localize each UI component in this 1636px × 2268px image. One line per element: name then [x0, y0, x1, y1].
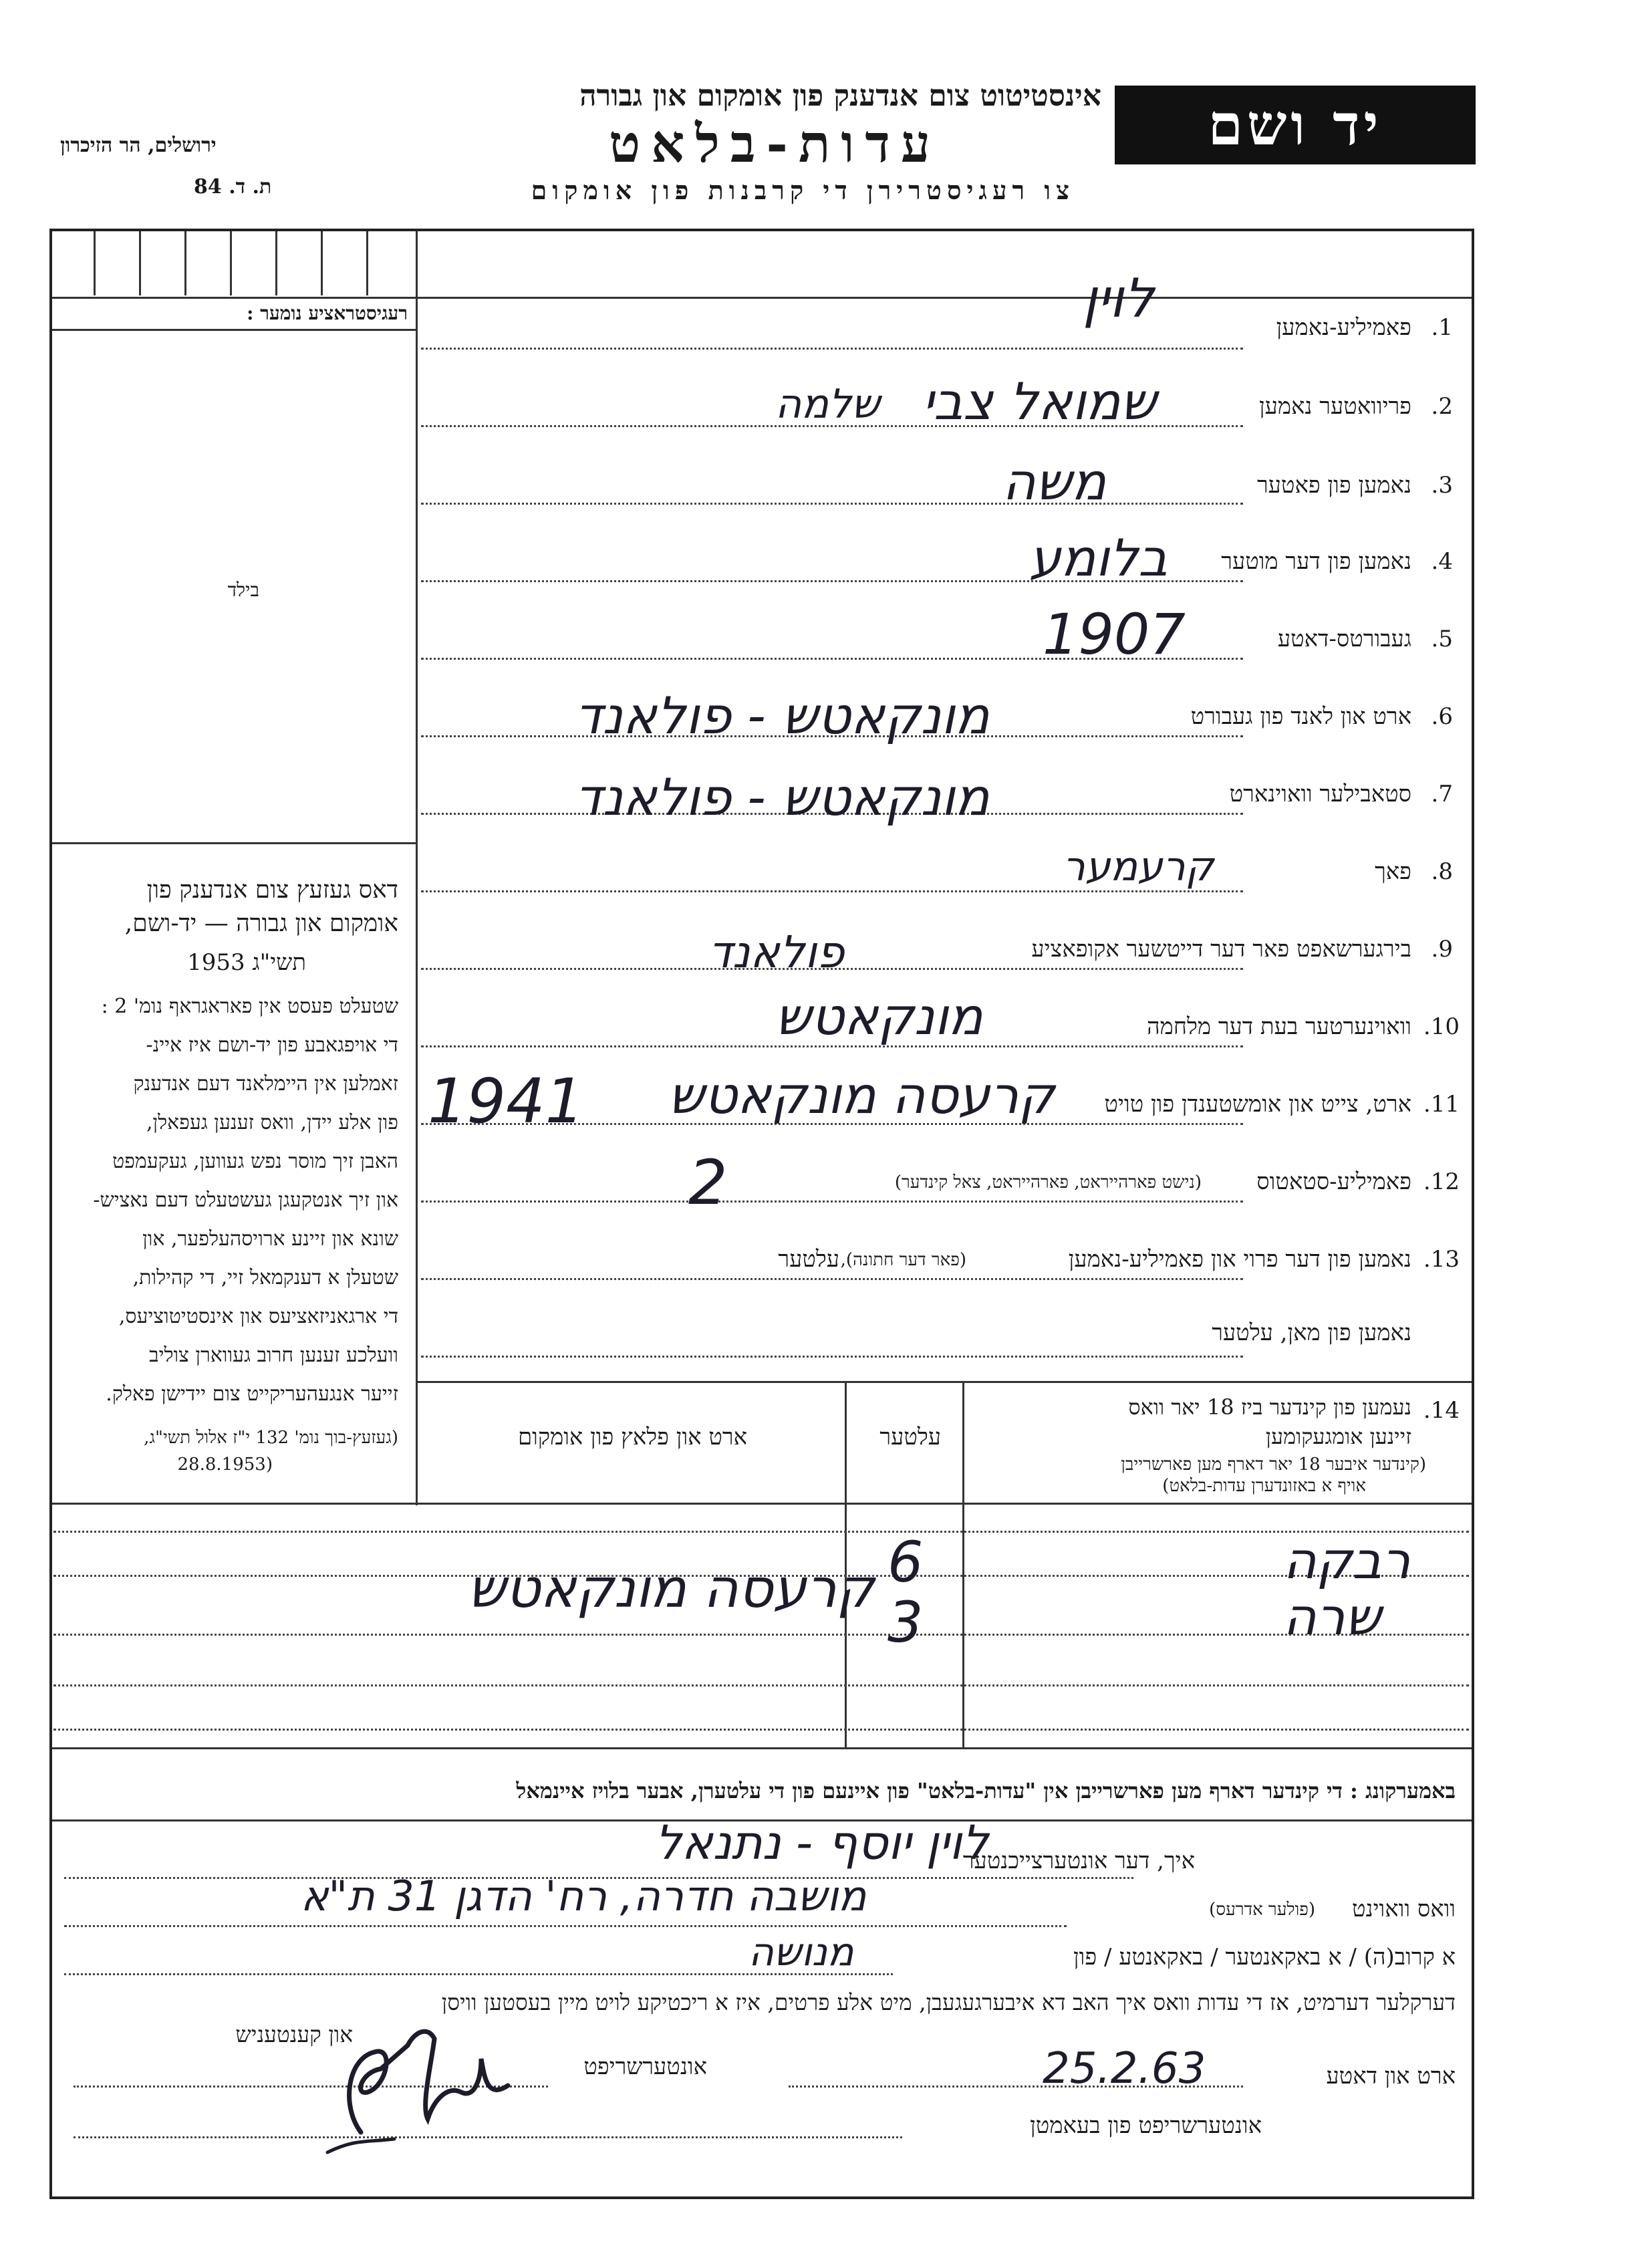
law-text-line: פון אלע יידן, וואס זענען געפאלן,	[146, 1111, 398, 1134]
children-place-header: ארט און פלאץ פון אומקום	[517, 1424, 747, 1451]
children-table-header-bottom	[52, 1503, 1472, 1505]
field-12-value: 2	[688, 1147, 728, 1219]
po-box: ת. ד. 84	[194, 175, 272, 199]
photo-top-line	[52, 329, 417, 331]
institute-line: אינסטיטוט צום אנדענק פון אומקום און גבורה	[579, 79, 1101, 113]
law-text-line: שטעלן א דענקמאל זיי, די קהילות,	[132, 1266, 398, 1289]
date-value: 25.2.63	[1043, 2044, 1206, 2094]
registration-number-label: רעגיסטראציע נומער :	[247, 302, 408, 324]
field-7-label: סטאבילער וואוינארט	[1229, 781, 1411, 807]
child-1-age: 6	[888, 1529, 924, 1595]
law-text-line: וועלכע זענען חרוב געווארן צוליב	[149, 1344, 398, 1367]
field-line	[421, 890, 1243, 892]
child-2-name: שרה	[1283, 1587, 1381, 1646]
form-subtitle: צו רעגיסטרירן די קרבנות פון אומקום	[531, 175, 1075, 205]
field-2-value: שמואל צבי	[922, 372, 1157, 431]
signer-label: איך, דער אונטערצייכנטער	[962, 1848, 1195, 1874]
fields-top-line	[417, 297, 1472, 299]
field-2-label: פריוואטער נאמען	[1258, 393, 1411, 420]
official-signature-label: אונטערשריפט פון בעאמטן	[1030, 2112, 1262, 2139]
law-text-line: זאמלען אין היימלאנד דעם אנדענק	[133, 1072, 398, 1096]
law-text-line: די אויפגאבע פון יד-ושם איז איינ-	[146, 1033, 398, 1057]
address-location: ירושלים, הר הזיכרון	[60, 134, 217, 157]
field-1-value: לוין	[1083, 267, 1154, 330]
field-4-value: בלומע	[1029, 528, 1168, 588]
field-5-number: 5.	[1431, 626, 1453, 652]
law-text-line: אומקום און גבורה — יד-ושם,	[124, 910, 398, 937]
relation-value: מנושה	[748, 1929, 854, 1975]
field-11-value-year: 1941	[428, 1065, 585, 1137]
law-reference: (געזעץ-בוך נומ' 132 י"ז אלול תשי"ג,	[144, 1428, 398, 1448]
registration-underline	[52, 297, 417, 299]
field-13-label: נאמען פון דער פרוי און פאמיליע-נאמען	[1068, 1246, 1411, 1273]
children-row-line	[53, 1684, 1469, 1686]
child-2-age: 3	[888, 1590, 924, 1655]
field-9-label: בירגערשאפט פאר דער דייטשער אקופאציע	[1031, 936, 1411, 963]
field-11-value: קרעסה מונקאטש	[668, 1065, 1055, 1125]
signer-value: לוין יוסף - נתנאל	[655, 1815, 989, 1870]
field-9-value: פולאנד	[708, 926, 845, 978]
children-header-note1: (קינדער איבער 18 יאר דארף מען פארשרייבן	[1121, 1455, 1426, 1475]
law-text-line: זייער אנגעהעריקייט צום יידישן פאלק.	[106, 1382, 398, 1406]
photo-bottom-line	[52, 842, 417, 844]
field-13-note: (פאר דער חתונה),	[840, 1250, 966, 1270]
declaration-line	[64, 1925, 1067, 1927]
children-number: 14.	[1423, 1397, 1460, 1424]
address-label: וואס וואוינט	[1352, 1896, 1456, 1922]
signature-label: אונטערשריפט	[583, 2053, 707, 2080]
field-8-label: פאך	[1375, 858, 1411, 885]
children-header-line1: נעמען פון קינדער ביז 18 יאר וואס	[1128, 1394, 1411, 1420]
photo-label: בילד	[227, 579, 259, 601]
field-13-tail: עלטער	[778, 1246, 839, 1273]
field-8-value: קרעמער	[1063, 844, 1214, 890]
field-10-label: וואוינערטער בעת דער מלחמה	[1147, 1013, 1411, 1040]
field-4-label: נאמען פון דער מוטער	[1221, 548, 1411, 575]
field-7-value: מונקאטש - פולאנד	[575, 767, 990, 827]
children-table-top	[417, 1381, 1472, 1383]
field-8-number: 8.	[1431, 858, 1453, 885]
field-line	[421, 348, 1243, 350]
field-12-note: (נישט פארהייראט, פארהייראט, צאל קינדער)	[894, 1172, 1202, 1192]
form-title: עדות-בלאט	[609, 114, 941, 174]
children-row-line	[53, 1531, 1469, 1533]
yad-vashem-logo: יד ושם	[1115, 86, 1476, 164]
field-line	[421, 503, 1243, 505]
field-2-number: 2.	[1431, 393, 1453, 420]
children-row-line	[53, 1634, 1469, 1636]
field-6-value: מונקאטש - פולאנד	[575, 686, 990, 745]
relation-label: א קרוב(ה) / א באקאנטער / באקאנטע / פון	[1073, 1944, 1456, 1971]
field-3-label: נאמען פון פאטער	[1256, 472, 1411, 499]
statement-line-2: און קענטעניש	[235, 2021, 353, 2047]
field-line	[421, 1278, 1243, 1280]
children-row-line	[53, 1729, 1469, 1731]
children-col-divider-2	[962, 1381, 964, 1747]
field-1-label: פאמיליע-נאמען	[1276, 314, 1411, 341]
law-text-line: האבן זיך מוסר נפש געווען, געקעמפט	[112, 1150, 398, 1173]
field-7-number: 7.	[1431, 781, 1453, 807]
field-1-number: 1.	[1431, 314, 1453, 341]
law-text-line: דאס געזעץ צום אנדענק פון	[146, 876, 398, 904]
field-13-number: 13.	[1423, 1246, 1460, 1273]
child-1-name: רבקה	[1283, 1531, 1411, 1590]
remark-top-line	[52, 1747, 1472, 1749]
field-10-number: 10.	[1423, 1013, 1460, 1040]
left-column-divider	[416, 231, 418, 1505]
field-11-label: ארט, צייט און אומשטענדן פון טויט	[1104, 1091, 1411, 1118]
field-12-number: 12.	[1423, 1168, 1460, 1195]
remark-text: באמערקונג : די קינדער דארף מען פארשרייבן אין "עדות-בלאט" פון איינעם פון די עלטערן, אבער בלויז איינמאל	[516, 1778, 1456, 1803]
handwritten-signature	[314, 2005, 528, 2166]
law-text-line: שונא און זיינע ארויסהעלפער, און	[142, 1227, 398, 1251]
law-text-line: און זיך אנטקעגן געשטעלט דעם נאציש-	[93, 1188, 398, 1212]
statement-line-1: דערקלער דערמיט, אז די עדות וואס איך האב דא איבערגעגעבן, מיט אלע פרטים, איז א ריכטיקע לויט מיין בעסטען וויסן	[441, 1989, 1456, 2015]
field-11-number: 11.	[1423, 1091, 1460, 1118]
law-date: (28.8.1953	[177, 1455, 273, 1475]
address-note: (פולער אדרעס)	[1209, 1900, 1315, 1920]
field-5-value: 1907	[1043, 602, 1186, 667]
children-place-value: קרעסה מונקאטש	[468, 1557, 875, 1620]
children-header-note2: אויף א באזונדערן עדות-בלאט)	[1162, 1476, 1366, 1496]
field-10-value: מונקאטש	[775, 987, 983, 1046]
field-12-label: פאמיליע-סטאטוס	[1256, 1168, 1411, 1195]
field-6-label: ארט און לאנד פון געבורט	[1190, 703, 1411, 730]
field-husband-label: נאמען פון מאן, עלטער	[1212, 1319, 1411, 1346]
field-9-number: 9.	[1431, 936, 1453, 963]
field-5-label: געבורטס-דאטע	[1277, 626, 1411, 652]
field-line	[421, 1356, 1243, 1358]
law-text-line: תשי"ג 1953	[187, 949, 306, 976]
field-2-value-2: שלמה	[775, 381, 880, 428]
field-line	[421, 1201, 1243, 1203]
address-value: מושבה חדרה, רח' הדגן 31 ת"א	[301, 1872, 867, 1920]
law-text-line: די ארגאניזאציעס און אינסטיטוציעס,	[118, 1305, 398, 1328]
children-age-header: עלטער	[879, 1424, 941, 1451]
field-4-number: 4.	[1431, 548, 1453, 575]
field-6-number: 6.	[1431, 703, 1453, 730]
law-text-line: שטעלט פעסט אין פאראגראף נומ' 2 :	[101, 995, 398, 1018]
children-header-line2: זיינען אומגעקומען	[1265, 1424, 1411, 1449]
place-date-label: ארט און דאטע	[1326, 2063, 1456, 2090]
field-3-number: 3.	[1431, 472, 1453, 499]
field-3-value: משה	[1002, 452, 1107, 511]
registration-number-boxes	[52, 231, 413, 298]
